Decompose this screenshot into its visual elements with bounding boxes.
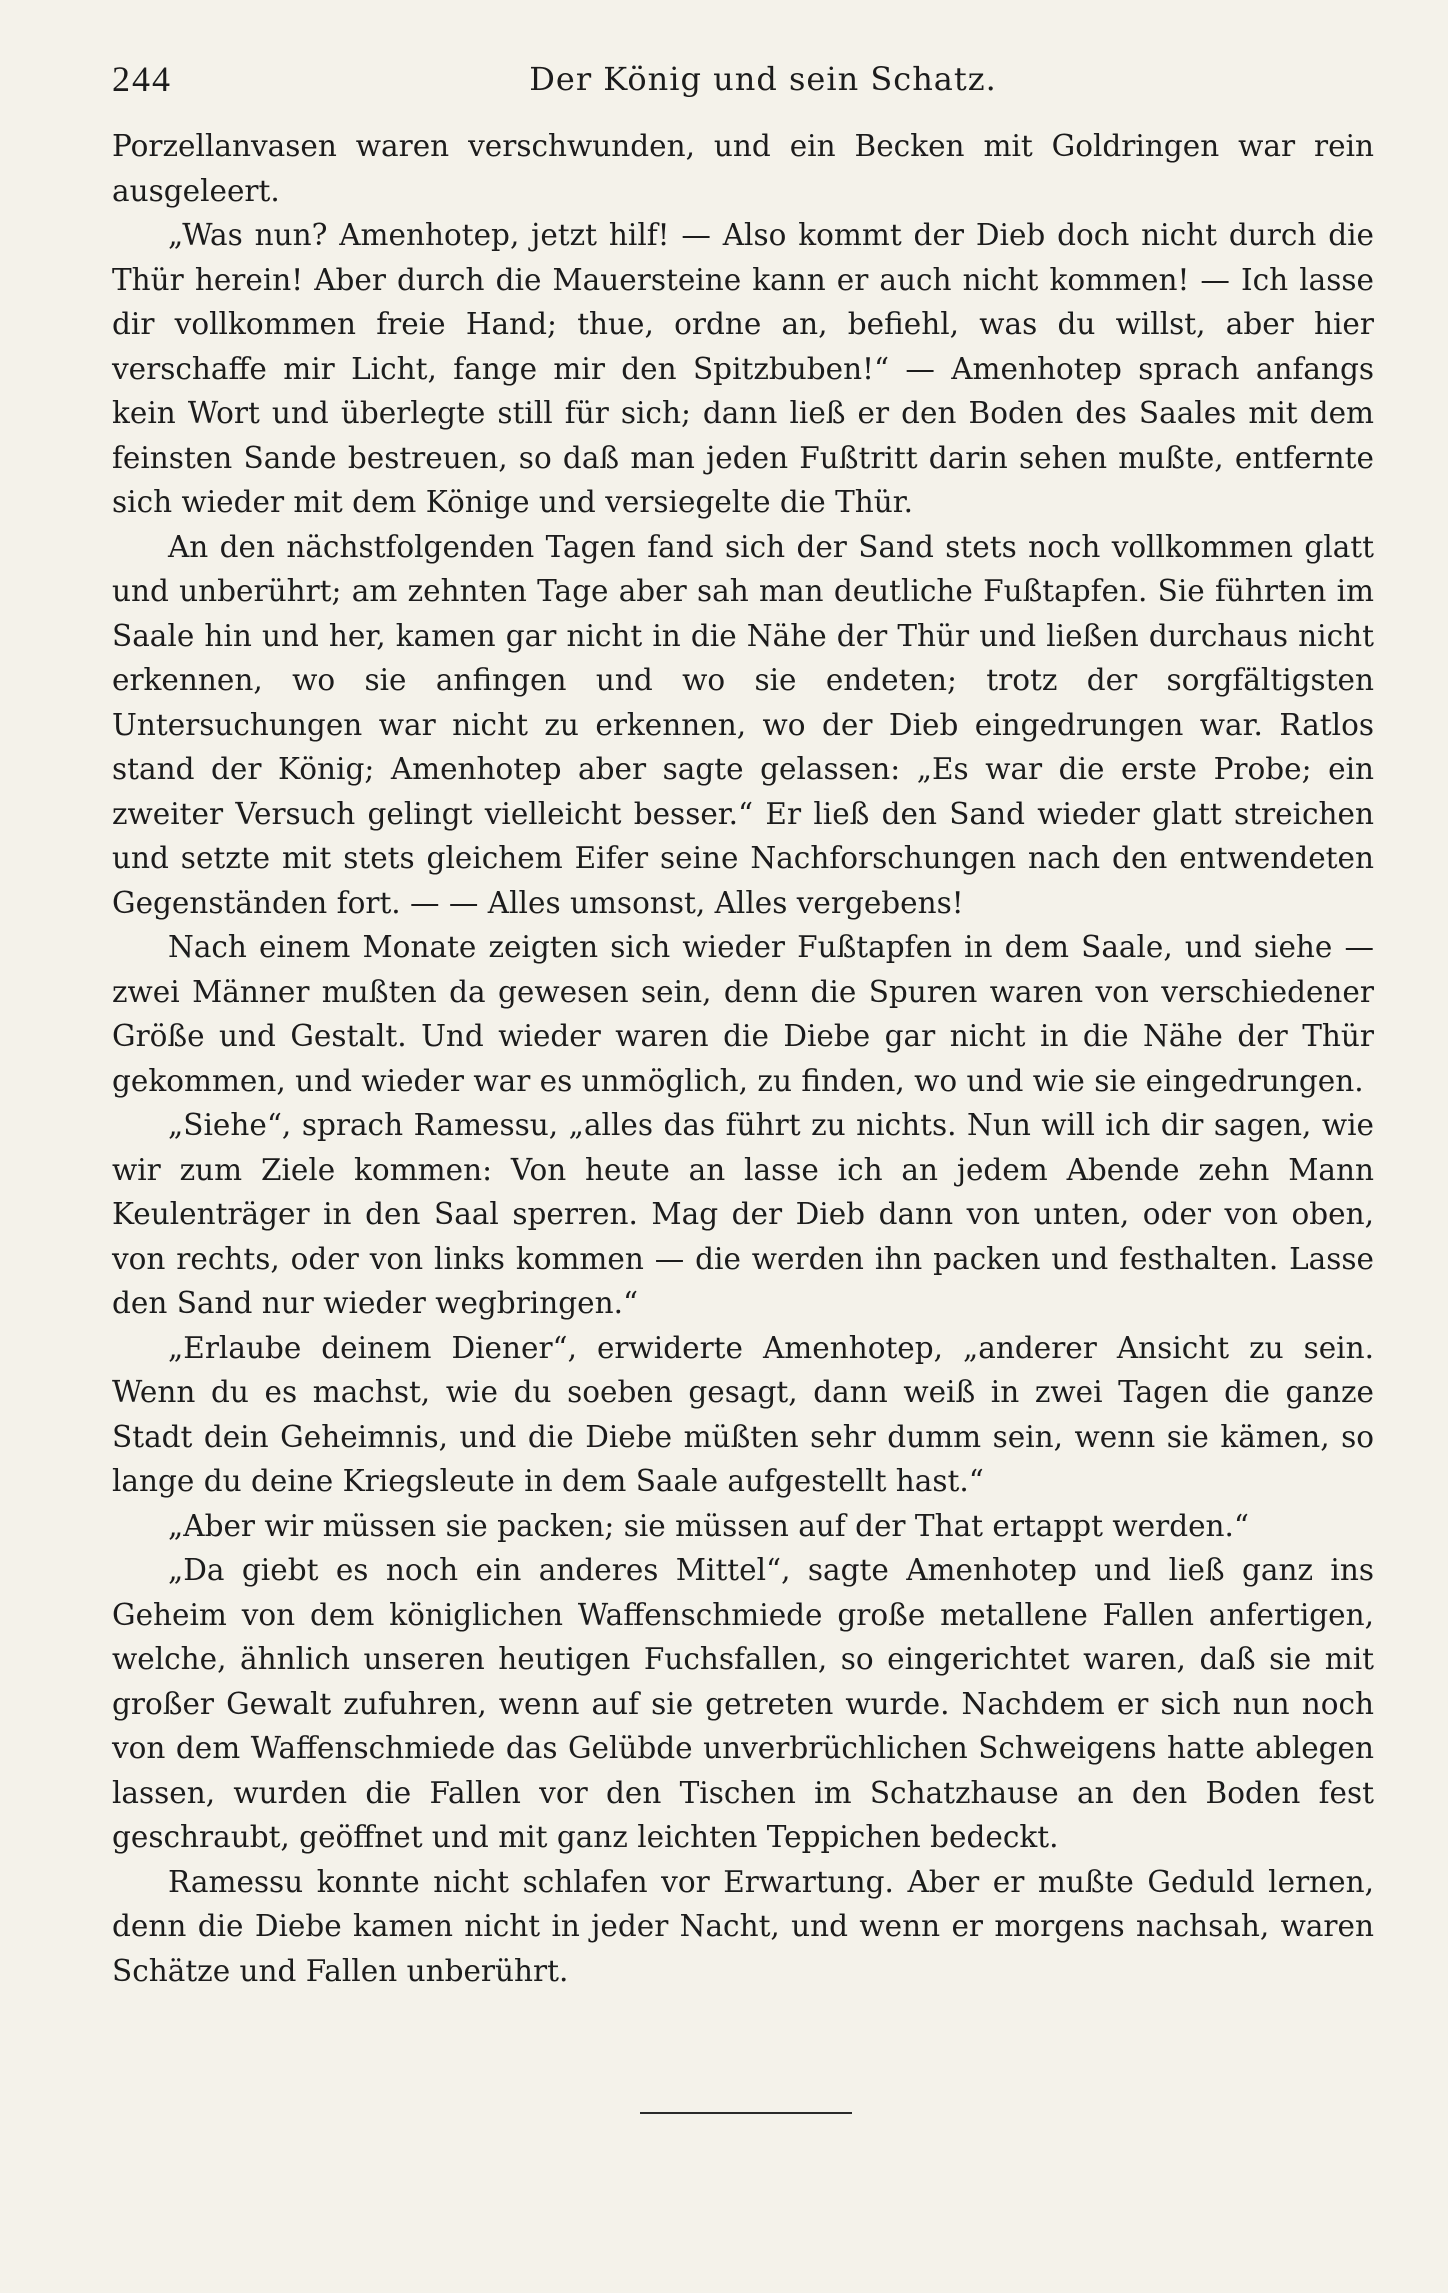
paragraph: An den nächstfolgenden Tagen fand sich der Sand stets noch vollkommen glatt und unberührt; am zehnten Tage aber sah man deutliche Fußtapfen. Sie führten im Saale hin und her, kamen gar nicht in die Nähe der Thür und ließen durchaus nicht erkennen, wo sie anfingen und wo sie endeten; trotz der sorgfältigsten Untersuchungen war nicht zu erkennen, wo der Dieb eingedrungen war. Ratlos stand der König; Amenhotep aber sagte gelassen: „Es war die erste Probe; ein zweiter Versuch gelingt vielleicht besser.“ Er ließ den Sand wieder glatt streichen und setzte mit stets gleichem Eifer seine Nachforschungen nach den entwendeten Gegenständen fort. — — Alles umsonst, Alles vergebens! <box>112 529 1374 920</box>
page-header <box>112 50 1374 110</box>
paragraph: „Erlaube deinem Diener“, erwiderte Amenhotep, „anderer Ansicht zu sein. Wenn du es machst, wie du soeben gesagt, dann weiß in zwei Tagen die ganze Stadt dein Geheimnis, und die Diebe müßten sehr dumm sein, wenn sie kämen, so lange du deine Kriegsleute in dem Saale aufgestellt hast.“ <box>112 1330 1374 1498</box>
paragraph: „Aber wir müssen sie packen; sie müssen auf der That ertappt werden.“ <box>168 1508 1250 1543</box>
section-end-rule <box>640 2112 852 2114</box>
paragraph-continuation: Porzellanvasen waren verschwunden, und ein Becken mit Goldringen war rein ausgeleert. <box>112 129 1374 208</box>
paragraph: „Siehe“, sprach Ramessu, „alles das führt zu nichts. Nun will ich dir sagen, wie wir zum Ziele kommen: Von heute an lasse ich an jedem Abende zehn Mann Keulenträger in den Saal sperren. Mag der Dieb dann von unten, oder von oben, von rechts, oder von links kommen — die werden ihn packen und festhalten. Lasse den Sand nur wieder wegbringen.“ <box>112 1108 1374 1320</box>
paragraph: Ramessu konnte nicht schlafen vor Erwartung. Aber er mußte Geduld lernen, denn die Diebe kamen nicht in jeder Nacht, und wenn er morgens nachsah, waren Schätze und Fallen unberührt. <box>112 1864 1374 1988</box>
paragraph: „Was nun? Amenhotep, jetzt hilf! — Also kommt der Dieb doch nicht durch die Thür herein! Aber durch die Mauersteine kann er auch nicht kommen! — Ich lasse dir vollkommen freie Hand; thue, ordne an, befiehl, was du willst, aber hier verschaffe mir Licht, fange mir den Spitzbuben!“ — Amenhotep sprach anfangs kein Wort und überlegte still für sich; dann ließ er den Boden des Saales mit dem feinsten Sande bestreuen, so daß man jeden Fußtritt darin sehen mußte, entfernte sich wieder mit dem Könige und versiegelte die Thür. <box>112 218 1374 519</box>
paragraph: Nach einem Monate zeigten sich wieder Fußtapfen in dem Saale, und siehe — zwei Männer mußten da gewesen sein, denn die Spuren waren von verschiedener Größe und Gestalt. Und wieder waren die Diebe gar nicht in die Nähe der Thür gekommen, und wieder war es unmöglich, zu finden, wo und wie sie eingedrungen. <box>112 930 1374 1098</box>
page-number: 244 <box>112 59 172 99</box>
body-text <box>112 124 1374 1993</box>
paragraph: „Da giebt es noch ein anderes Mittel“, sagte Amenhotep und ließ ganz ins Geheim von dem königlichen Waffenschmiede große metallene Fallen anfertigen, welche, ähnlich unseren heutigen Fuchsfallen, so eingerichtet waren, daß sie mit großer Gewalt zufuhren, wenn auf sie getreten wurde. Nachdem er sich nun noch von dem Waffenschmiede das Gelübde unverbrüchlichen Schweigens hatte ablegen lassen, wurden die Fallen vor den Tischen im Schatzhause an den Boden fest geschraubt, geöffnet und mit ganz leichten Teppichen bedeckt. <box>112 1553 1374 1854</box>
running-title: Der König und sein Schatz. <box>529 60 997 98</box>
